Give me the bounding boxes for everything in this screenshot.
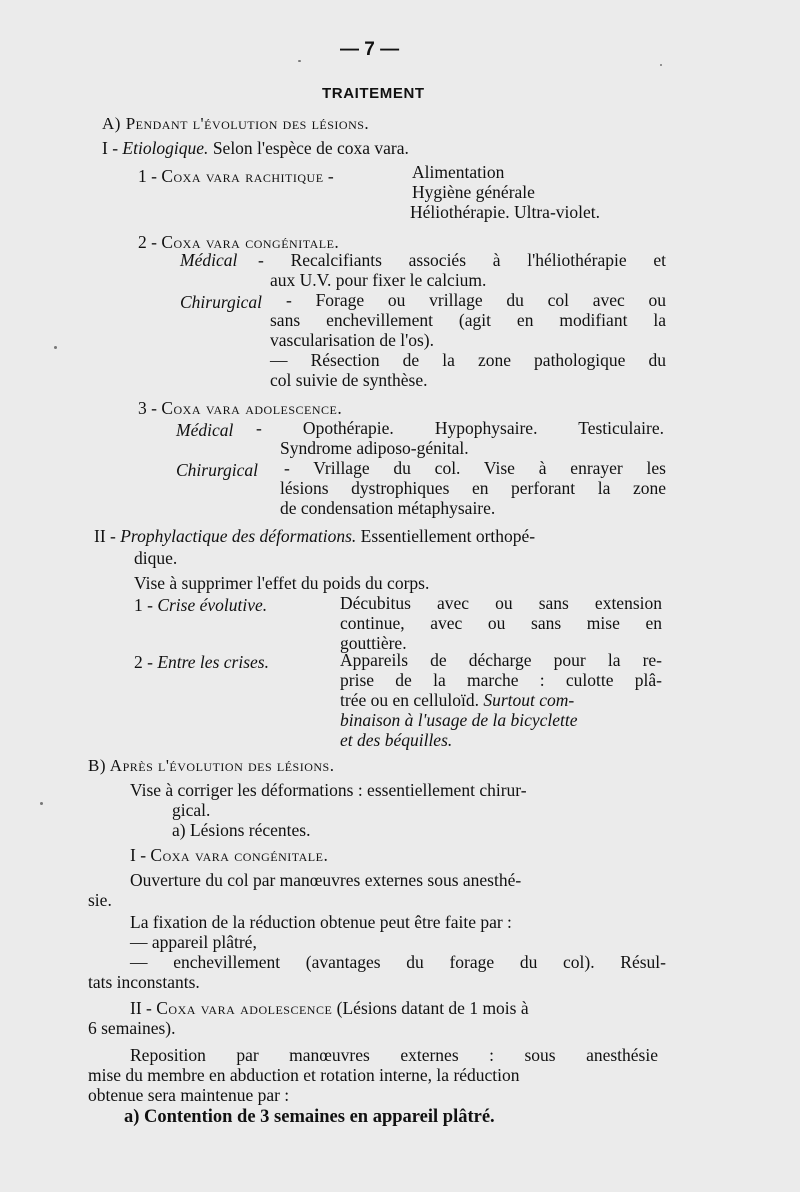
item3-medical-line-2: Syndrome adiposo-génital. bbox=[280, 438, 469, 458]
section-b-fixation: La fixation de la réduction obtenue peut être faite par : bbox=[130, 912, 512, 932]
section-b-enchev-1: — enchevillement (avantages du forage du col). Résul- bbox=[130, 952, 666, 972]
entre-label: 2 - Entre les crises. bbox=[134, 652, 269, 672]
section-b-adolescence: II - Coxa vara adolescence (Lésions datant de 1 mois à bbox=[130, 998, 529, 1018]
item1-line-3: Héliothérapie. Ultra-violet. bbox=[410, 202, 600, 222]
entre-line-4: binaison à l'usage de la bicyclette bbox=[340, 710, 578, 730]
item2-medical-line-1: - Recalcifiants associés à l'héliothérapie et bbox=[258, 250, 666, 270]
entre-line-1: Appareils de décharge pour la re- bbox=[340, 650, 662, 670]
section-b-recentes: a) Lésions récentes. bbox=[172, 820, 311, 840]
item1-line-2: Hygiène générale bbox=[412, 182, 535, 202]
section-b-vise-1: Vise à corriger les déformations : essentiellement chirur- bbox=[130, 780, 527, 800]
print-speck bbox=[660, 64, 662, 66]
item2-chirurgical-line-4: — Résection de la zone pathologique du bbox=[270, 350, 666, 370]
item3-chirurgical-line-1: - Vrillage du col. Vise à enrayer les bbox=[284, 458, 666, 478]
item3-heading: 3 - Coxa vara adolescence. bbox=[138, 398, 343, 418]
part1-line: I - Etiologique. Selon l'espèce de coxa vara. bbox=[102, 138, 409, 158]
section-b-ouverture-1: Ouverture du col par manœuvres externes sous anesthé- bbox=[130, 870, 522, 890]
page-number: — 7 — bbox=[340, 39, 400, 60]
entre-line-3: trée ou en celluloïd. Surtout com- bbox=[340, 690, 575, 710]
print-speck bbox=[40, 802, 43, 805]
entre-line-5: et des béquilles. bbox=[340, 730, 453, 750]
item2-chirurgical-line-3: vascularisation de l'os). bbox=[270, 330, 435, 350]
part2-cont: dique. bbox=[134, 548, 178, 568]
section-b-ouverture-2: sie. bbox=[88, 890, 112, 910]
section-a-heading: A) Pendant l'évolution des lésions. bbox=[102, 114, 370, 133]
item2-heading: 2 - Coxa vara congénitale. bbox=[138, 232, 340, 252]
item3-medical-label: Médical bbox=[176, 420, 234, 440]
item3-chirurgical-line-3: de condensation métaphysaire. bbox=[280, 498, 496, 518]
section-b-contention: a) Contention de 3 semaines en appareil plâtré. bbox=[124, 1107, 495, 1127]
print-speck bbox=[54, 346, 57, 349]
crise-line-1: Décubitus avec ou sans extension bbox=[340, 593, 662, 613]
crise-label: 1 - Crise évolutive. bbox=[134, 595, 268, 615]
section-b-reposition-1: Reposition par manœuvres externes : sous anesthésie bbox=[130, 1045, 658, 1065]
section-b-vise-2: gical. bbox=[172, 800, 211, 820]
entre-line-2: prise de la marche : culotte plâ- bbox=[340, 670, 662, 690]
crise-line-2: continue, avec ou sans mise en bbox=[340, 613, 662, 633]
section-b-appareil: — appareil plâtré, bbox=[130, 932, 257, 952]
crise-line-3: gouttière. bbox=[340, 633, 407, 653]
item2-chirurgical-line-5: col suivie de synthèse. bbox=[270, 370, 428, 390]
item3-medical-line-1: - Opothérapie. Hypophysaire. Testiculaire. bbox=[256, 418, 664, 438]
item1-line-1: Alimentation bbox=[412, 162, 505, 182]
print-speck bbox=[298, 60, 301, 62]
section-b-enchev-2: tats inconstants. bbox=[88, 972, 200, 992]
part2-line: II - Prophylactique des déformations. Essentiellement orthopé- bbox=[94, 526, 536, 546]
item3-chirurgical-label: Chirurgical bbox=[176, 460, 258, 480]
item3-chirurgical-line-2: lésions dystrophiques en perforant la zone bbox=[280, 478, 666, 498]
item1-heading: 1 - Coxa vara rachitique - bbox=[138, 166, 334, 186]
page-title: TRAITEMENT bbox=[322, 85, 425, 102]
item2-medical-label: Médical bbox=[180, 250, 238, 270]
section-b-adolescence-cont: 6 semaines). bbox=[88, 1018, 176, 1038]
part2-vise: Vise à supprimer l'effet du poids du corps. bbox=[134, 573, 430, 593]
section-b-reposition-3: obtenue sera maintenue par : bbox=[88, 1085, 290, 1105]
section-b-congenitale: I - Coxa vara congénitale. bbox=[130, 845, 329, 865]
item2-medical-line-2: aux U.V. pour fixer le calcium. bbox=[270, 270, 487, 290]
item2-chirurgical-line-2: sans enchevillement (agit en modifiant la bbox=[270, 310, 666, 330]
section-b-reposition-2: mise du membre en abduction et rotation interne, la réduction bbox=[88, 1065, 520, 1085]
item2-chirurgical-line-1: - Forage ou vrillage du col avec ou bbox=[286, 290, 666, 310]
section-b-heading: B) Après l'évolution des lésions. bbox=[88, 756, 335, 775]
item2-chirurgical-label: Chirurgical bbox=[180, 292, 262, 312]
